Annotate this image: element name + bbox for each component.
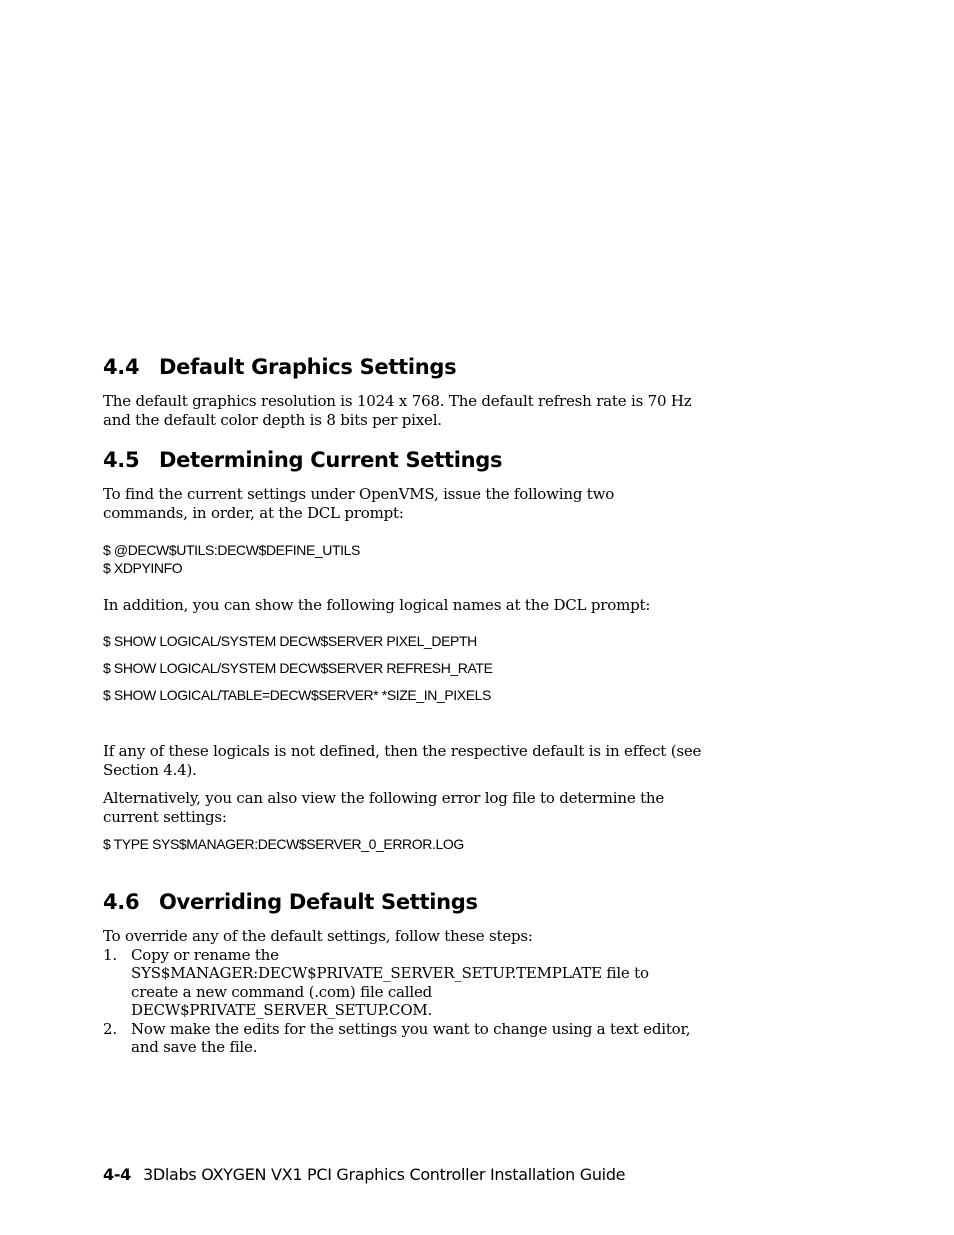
text-line: and save the file. [131, 1038, 258, 1056]
text-line: create a new command (.com) file called [131, 982, 433, 1001]
logical-names-intro [103, 596, 703, 615]
section-title: Overriding Default Settings [159, 890, 478, 914]
section-number: 4.6 [103, 890, 140, 914]
dcl-commands [103, 541, 360, 577]
section-number: 4.4 [103, 355, 140, 379]
document-title: 3Dlabs OXYGEN VX1 PCI Graphics Controller Installation Guide [143, 1165, 626, 1184]
text-line: DECW$PRIVATE_SERVER_SETUP.COM. [131, 1001, 433, 1019]
section-number: 4.5 [103, 448, 140, 472]
text-line: and the default color depth is 8 bits per pixel. [103, 411, 442, 429]
text-line: If any of these logicals is not defined, then the respective default is in effect (see [103, 742, 702, 760]
section-heading-4-4 [103, 355, 456, 379]
default-settings-paragraph [103, 392, 703, 430]
section-heading-4-6 [103, 890, 478, 914]
override-steps [103, 927, 703, 1057]
section-title: Determining Current Settings [159, 448, 503, 472]
code-line: $ SHOW LOGICAL/SYSTEM DECW$SERVER REFRESH_RATE [103, 660, 493, 676]
steps-intro: To override any of the default settings, follow these steps: [103, 927, 533, 945]
section-title: Default Graphics Settings [159, 355, 457, 379]
code-line: $ @DECW$UTILS:DECW$DEFINE_UTILS [103, 542, 360, 558]
text-line: To find the current settings under OpenVMS, issue the following two [103, 485, 615, 503]
error-log-command [103, 835, 464, 853]
text-line: Section 4.4). [103, 761, 197, 779]
code-line: $ SHOW LOGICAL/SYSTEM DECW$SERVER PIXEL_DEPTH [103, 633, 477, 649]
text-line: current settings: [103, 808, 227, 826]
default-note-paragraph [103, 742, 703, 780]
code-line: $ TYPE SYS$MANAGER:DECW$SERVER_0_ERROR.LOG [103, 836, 464, 852]
code-line: $ XDPYINFO [103, 560, 183, 576]
step-number: 2. [103, 1019, 117, 1038]
list-item [103, 1020, 703, 1057]
text-line: SYS$MANAGER:DECW$PRIVATE_SERVER_SETUP.TEMPLATE file to [131, 964, 649, 982]
error-log-intro [103, 789, 703, 827]
text-line: commands, in order, at the DCL prompt: [103, 504, 404, 522]
page-footer [103, 1165, 625, 1184]
text-line: Alternatively, you can also view the following error log file to determine the [103, 789, 665, 807]
current-settings-intro [103, 485, 703, 523]
code-line: $ SHOW LOGICAL/TABLE=DECW$SERVER* *SIZE_IN_PIXELS [103, 687, 491, 703]
step-number: 1. [103, 945, 117, 964]
text-line: Copy or rename the [131, 945, 279, 964]
logical-command-1 [103, 632, 477, 650]
list-item [103, 946, 703, 1020]
logical-command-2 [103, 659, 493, 677]
section-heading-4-5 [103, 448, 502, 472]
logical-command-3 [103, 686, 491, 704]
page-number: 4-4 [103, 1165, 132, 1184]
text-line: In addition, you can show the following logical names at the DCL prompt: [103, 596, 651, 614]
text-line: The default graphics resolution is 1024 x 768. The default refresh rate is 70 Hz [103, 392, 692, 410]
text-line: Now make the edits for the settings you want to change using a text editor, [131, 1019, 691, 1038]
